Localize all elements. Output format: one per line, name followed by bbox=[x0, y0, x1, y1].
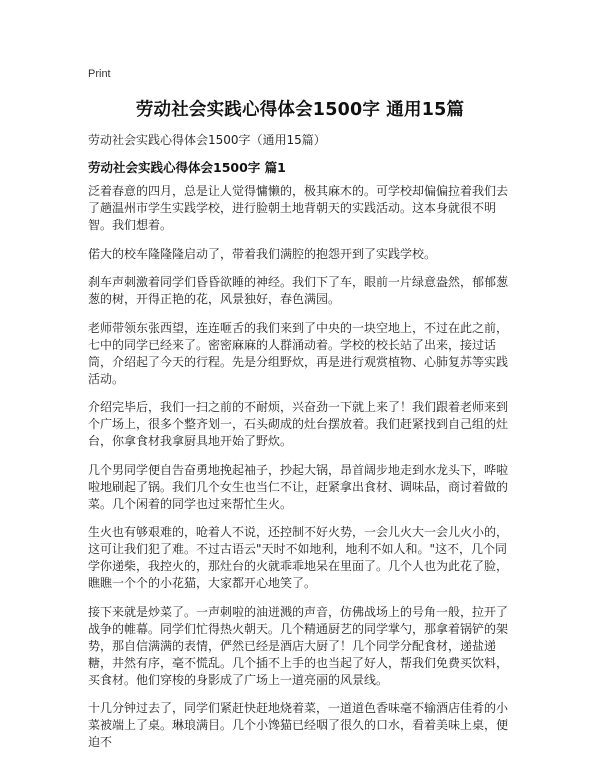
paragraph-7: 生火也有够艰难的，呛着人不说，还控制不好火势，一会儿火大一会儿火小的，这可让我们犯了难。不过古语云"天时不如地利，地利不如人和。"这不，几个同学你递柴，我控火的，那灶台的火就乖乖地呆在里面了。几个人也为此花了脸，瞧瞧一个个的小花猫，大家都开心地笑了。 bbox=[88, 525, 509, 590]
paragraph-3: 刹车声刺激着同学们昏昏欲睡的神经。我们下了车，眼前一片绿意盎然，郁郁葱葱的树，开得正艳的花，风景独好，春色满园。 bbox=[88, 275, 509, 306]
document-subtitle: 劳动社会实践心得体会1500字（通用15篇） bbox=[88, 133, 326, 147]
paragraph-9: 十几分钟过去了，同学们紧赶快赶地烧着菜，一道道色香味毫不输酒店佳肴的小菜被端上了桌。琳琅满目。几个小馋猫已经咽了很久的口水，看着美味上桌，便迫不 bbox=[88, 701, 509, 749]
page-title: 劳动社会实践心得体会1500字 通用15篇 bbox=[135, 100, 465, 120]
print-label: Print bbox=[88, 68, 111, 80]
paragraph-4: 老师带领东张西望，连连咂舌的我们来到了中央的一块空地上，不过在此之前，七中的同学已经来了。密密麻麻的人群涌动着。学校的校长站了出来，接过话筒，介绍起了今天的行程。先是分组野炊，再是进行观赏植物、心肺复苏等实践活动。 bbox=[88, 320, 509, 386]
paragraph-1: 泛着春意的四月，总是让人觉得慵懒的，极其麻木的。可学校却偏偏拉着我们去了趟温州市学生实践学校，进行脸朝土地背朝天的实践活动。这本身就很不明智。我们想着。 bbox=[88, 184, 509, 232]
paragraph-6: 几个男同学便自告奋勇地挽起袖子，抄起大锅，昂首阔步地走到水龙头下，哗啦啦地刷起了锅。我们几个女生也当仁不让，赶紧拿出食材、调味品，商讨着做的菜。几个闲着的同学也过来帮忙生火。 bbox=[88, 462, 509, 511]
paragraph-2: 偌大的校车隆隆隆启动了，带着我们满腔的抱怨开到了实践学校。 bbox=[88, 246, 437, 261]
paragraph-8: 接下来就是炒菜了。一声刺啦的油迸溅的声音，仿佛战场上的号角一般，拉开了战争的帷幕。同学们忙得热火朝天。几个精通厨艺的同学掌勺，那拿着锅铲的架势，那自信满满的表情，俨然已经是酒店大厨了！几个同学分配食材，递盐递糖，井然有序，毫不慌乱。几个插不上手的也当起了好人，帮我们免费买饮料，买食材。他们穿梭的身影成了广场上一道亮丽的风景线。 bbox=[88, 604, 509, 687]
paragraph-5: 介绍完毕后，我们一扫之前的不耐烦，兴奋劲一下就上来了！我们跟着老师来到个广场上，很多个整齐划一，石头砌成的灶台摆放着。我们赶紧找到自己组的灶台，你拿食材我拿厨具地开始了野炊。 bbox=[88, 400, 509, 448]
article-body bbox=[88, 183, 518, 763]
section-heading: 劳动社会实践心得体会1500字 篇1 bbox=[88, 160, 286, 175]
